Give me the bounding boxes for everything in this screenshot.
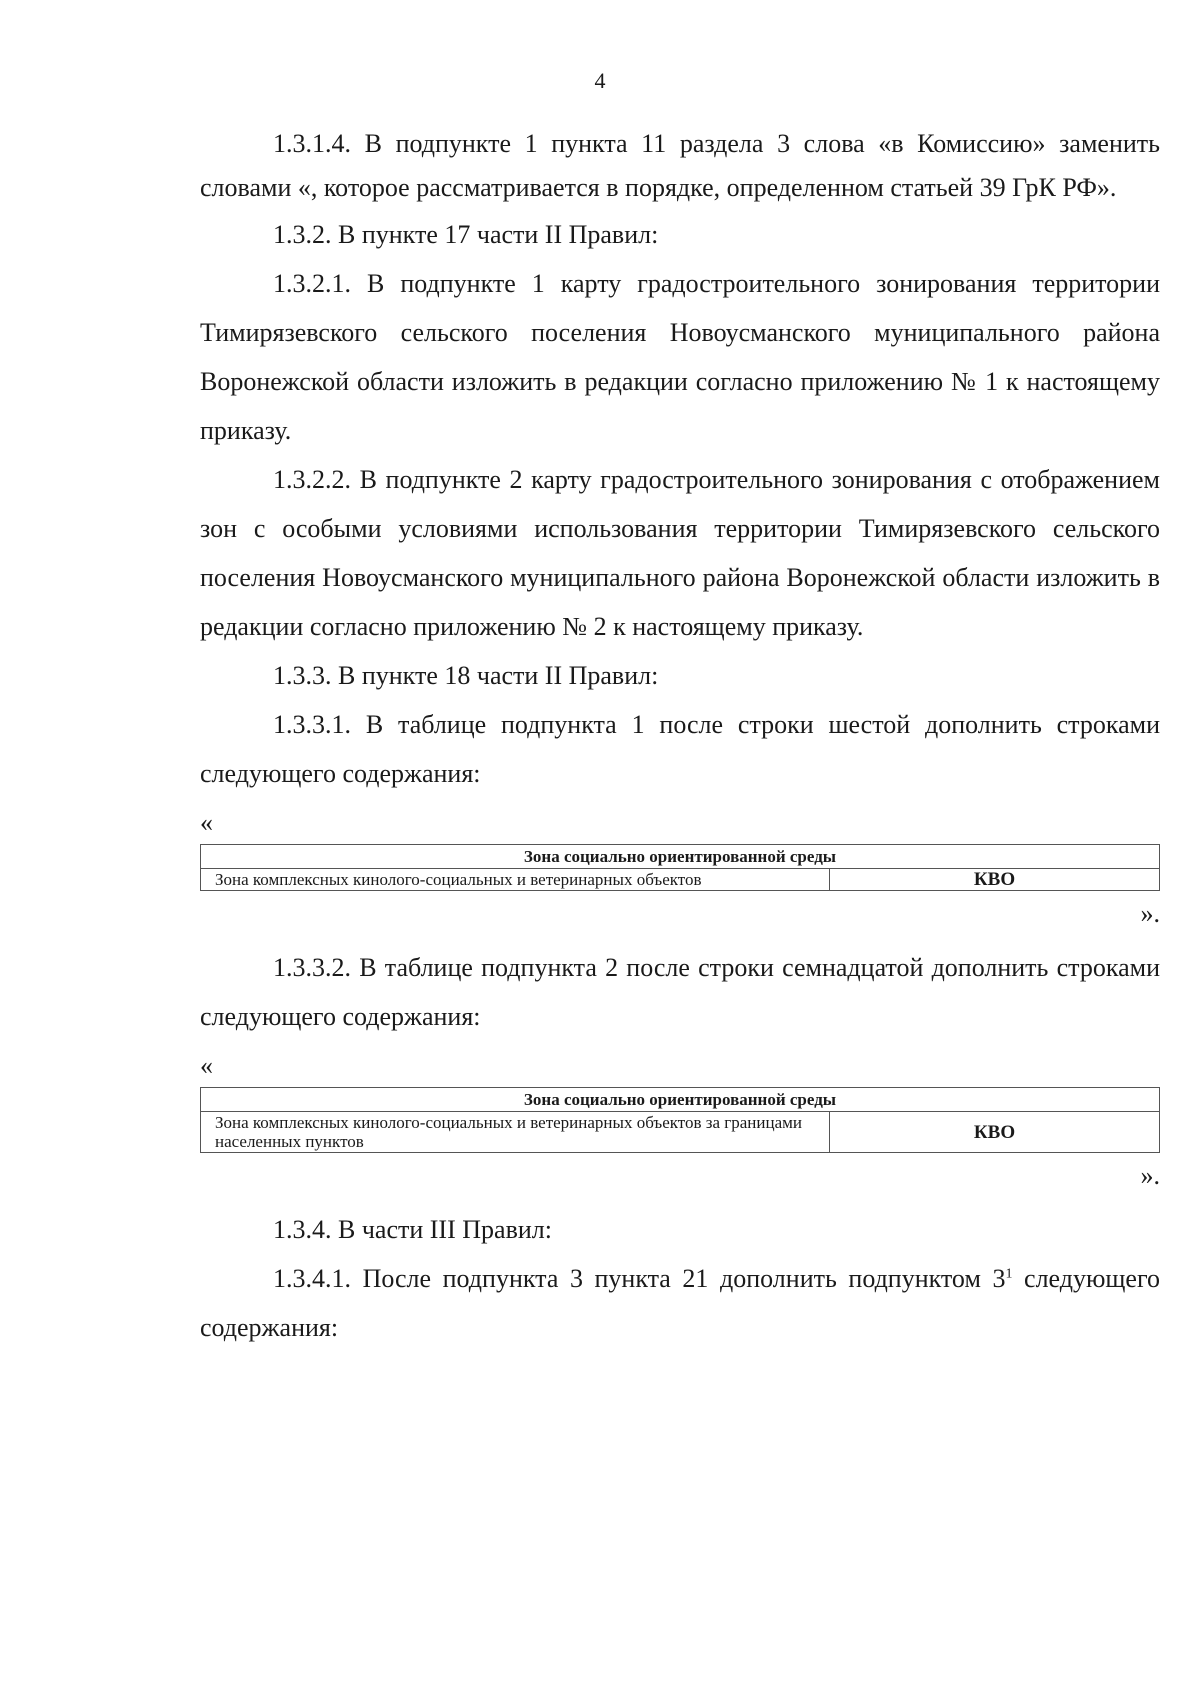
paragraph-1-3-4-1-tail: следующего содержания:: [200, 1264, 1160, 1342]
paragraph-1-3-4: 1.3.4. В части III Правил:: [273, 1215, 552, 1244]
zone-table-1-header: Зона социально ориентированной среды: [201, 845, 1160, 869]
paragraph-1-3-4-1: [200, 1254, 1160, 1352]
paragraph-1-3-2-2: 1.3.2.2. В подпункте 2 карту градостроительного зонирования с отображением зон с особыми условиями использования территории Тимирязевского сельского поселения Новоусманского муниципального района Воронежской области изложить в редакции согласно приложению № 2 к настоящему приказу.: [200, 465, 1160, 641]
zone-table-2-header: Зона социально ориентированной среды: [201, 1088, 1160, 1112]
zone-table-1: [200, 844, 1160, 891]
table-row: [201, 1112, 1160, 1153]
page-number: 4: [594, 68, 606, 93]
zone-table-2-name: Зона комплексных кинолого-социальных и ветеринарных объектов за границами населенных пунктов: [201, 1112, 830, 1153]
paragraph-1-3-2-1: 1.3.2.1. В подпункте 1 карту градостроительного зонирования территории Тимирязевского сельского поселения Новоусманского муниципального района Воронежской области изложить в редакции согласно приложению № 1 к настоящему приказу.: [200, 269, 1160, 445]
quote-open-1: «: [200, 808, 213, 837]
paragraph-1-3-2: 1.3.2. В пункте 17 части II Правил:: [273, 220, 659, 249]
table-row: [201, 869, 1160, 891]
paragraph-1-3-4-1-text: 1.3.4.1. После подпункта 3 пункта 21 дополнить подпунктом 3: [273, 1264, 1006, 1293]
paragraph-1-3-3-1: 1.3.3.1. В таблице подпункта 1 после строки шестой дополнить строками следующего содержания:: [200, 710, 1160, 788]
document-body: [200, 122, 1160, 1352]
quote-open-2: «: [200, 1051, 213, 1080]
paragraph-1-3-1-4: 1.3.1.4. В подпункте 1 пункта 11 раздела 3 слова «в Комиссию» заменить словами «, которое рассматривается в порядке, определенном статьей 39 ГрК РФ».: [200, 129, 1160, 202]
paragraph-1-3-3: 1.3.3. В пункте 18 части II Правил:: [273, 661, 659, 690]
zone-table-2-code: КВО: [830, 1112, 1160, 1153]
zone-table-1-name: Зона комплексных кинолого-социальных и ветеринарных объектов: [201, 869, 830, 891]
zone-table-1-code: КВО: [830, 869, 1160, 891]
superscript-number: 1: [1005, 1266, 1013, 1282]
quote-close-2: ».: [1140, 1161, 1160, 1190]
zone-table-2: [200, 1087, 1160, 1153]
paragraph-1-3-3-2: 1.3.3.2. В таблице подпункта 2 после строки семнадцатой дополнить строками следующего содержания:: [200, 953, 1160, 1031]
quote-close-1: ».: [1140, 899, 1160, 928]
